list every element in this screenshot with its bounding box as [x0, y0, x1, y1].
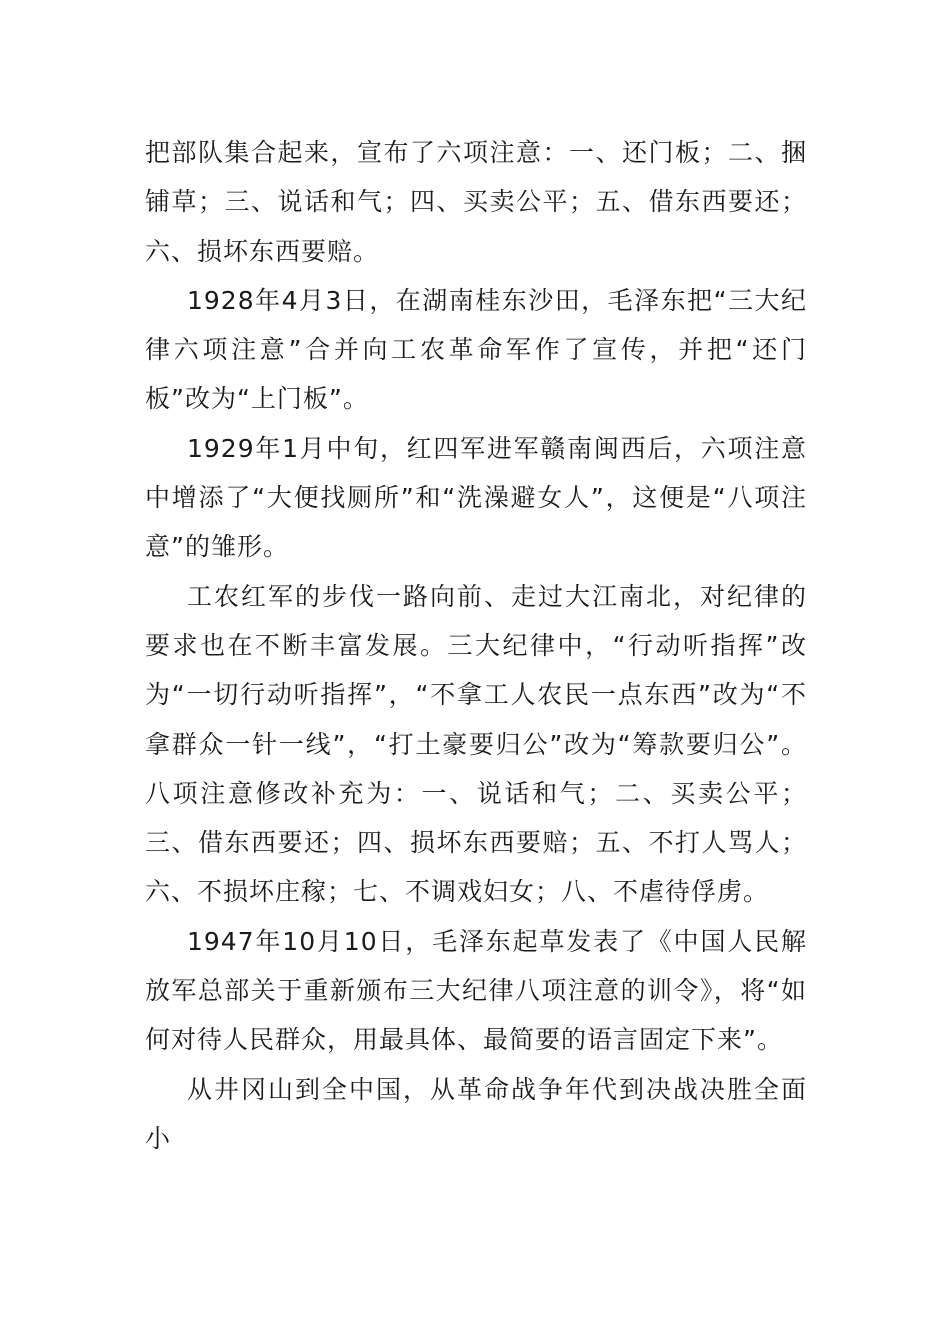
paragraph-6: 从井冈山到全中国，从革命战争年代到决战决胜全面小	[145, 1074, 807, 1153]
paragraph-4: 工农红军的步伐一路向前、走过大江南北，对纪律的要求也在不断丰富发展。三大纪律中，“行动听指挥”改为“一切行动听指挥”，“不拿工人农民一点东西”改为“不拿群众一针一线”，“打土豪要归公”改为“筹款要归公”。八项注意修改补充为：一、说话和气；二、买卖公平；三、借东西要还；四、损坏东西要赔；五、不打人骂人；六、不损坏庄稼；七、不调戏妇女；八、不虐待俘虏。	[145, 581, 807, 907]
paragraph-5: 1947年10月10日，毛泽东起草发表了《中国人民解放军总部关于重新颁布三大纪律八项注意的训令》，将“如何对待人民群众，用最具体、最简要的语言固定下来”。	[145, 926, 807, 1055]
paragraph-2: 1928年4月3日，在湖南桂东沙田，毛泽东把“三大纪律六项注意”合并向工农革命军作了宣传，并把“还门板”改为“上门板”。	[145, 285, 807, 414]
document-body	[145, 128, 807, 1163]
paragraph-3: 1929年1月中旬，红四军进军赣南闽西后，六项注意中增添了“大便找厕所”和“洗澡避女人”，这便是“八项注意”的雏形。	[145, 433, 807, 562]
paragraph-1: 把部队集合起来，宣布了六项注意：一、还门板；二、捆铺草；三、说话和气；四、买卖公平；五、借东西要还；六、损坏东西要赔。	[145, 138, 807, 266]
